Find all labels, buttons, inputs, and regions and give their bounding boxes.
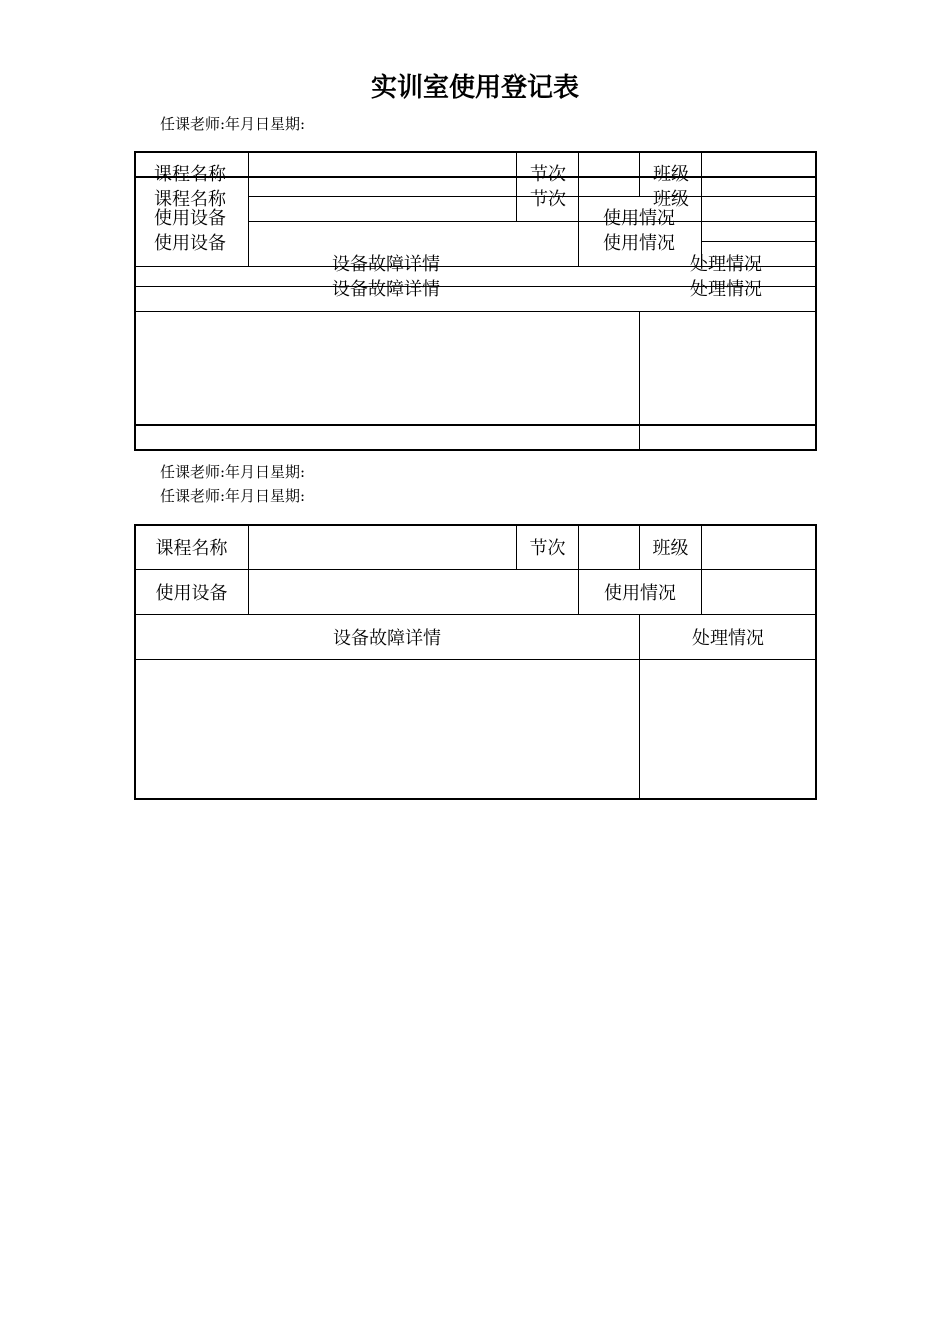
class-label: 班级 bbox=[653, 189, 689, 210]
course-name-label: 课程名称 bbox=[154, 164, 226, 185]
handling-label: 处理情况 bbox=[692, 628, 764, 649]
course-name-label: 课程名称 bbox=[154, 189, 226, 210]
class-field[interactable] bbox=[702, 525, 816, 569]
equipment-label: 使用设备 bbox=[154, 208, 226, 229]
form1-row-line bbox=[701, 241, 816, 242]
usage-label: 使用情况 bbox=[603, 233, 675, 254]
usage-label: 使用情况 bbox=[603, 208, 675, 229]
form1-row-line bbox=[135, 311, 816, 312]
form1-row-line bbox=[135, 424, 816, 426]
teacher-date-line: 任课老师:年月日星期: bbox=[160, 463, 306, 481]
fault-details-label: 设备故障详情 bbox=[332, 254, 440, 275]
handling-field[interactable] bbox=[640, 660, 816, 799]
fault-details-label: 设备故障详情 bbox=[332, 279, 440, 300]
teacher-date-line: 任课老师:年月日星期: bbox=[160, 487, 306, 505]
teacher-date-line: 任课老师:年月日星期: bbox=[160, 115, 306, 133]
form1-col-line bbox=[248, 152, 249, 267]
fault-details-label: 设备故障详情 bbox=[333, 628, 441, 649]
usage-field[interactable] bbox=[702, 570, 816, 614]
page-title: 实训室使用登记表 bbox=[370, 73, 579, 103]
period-label: 节次 bbox=[529, 538, 566, 559]
handling-label: 处理情况 bbox=[690, 279, 762, 300]
course-name-label: 课程名称 bbox=[155, 538, 228, 559]
period-label: 节次 bbox=[530, 164, 566, 185]
handling-label: 处理情况 bbox=[690, 254, 762, 275]
form1-col-line bbox=[516, 152, 517, 222]
form1-col-line bbox=[639, 311, 640, 450]
class-label: 班级 bbox=[653, 164, 689, 185]
usage-label: 使用情况 bbox=[604, 583, 676, 604]
form1-row-line bbox=[248, 221, 816, 222]
form1-col-line bbox=[639, 152, 640, 197]
equipment-field[interactable] bbox=[249, 570, 578, 614]
equipment-label: 使用设备 bbox=[155, 583, 228, 604]
fault-details-field[interactable] bbox=[135, 660, 639, 799]
class-label: 班级 bbox=[652, 538, 689, 559]
period-field[interactable] bbox=[579, 525, 639, 569]
period-label: 节次 bbox=[530, 189, 566, 210]
form1-col-line bbox=[578, 152, 579, 267]
course-name-field[interactable] bbox=[249, 525, 516, 569]
form1-col-line bbox=[701, 152, 702, 267]
equipment-label: 使用设备 bbox=[154, 233, 226, 254]
form1-row-line bbox=[135, 176, 816, 178]
